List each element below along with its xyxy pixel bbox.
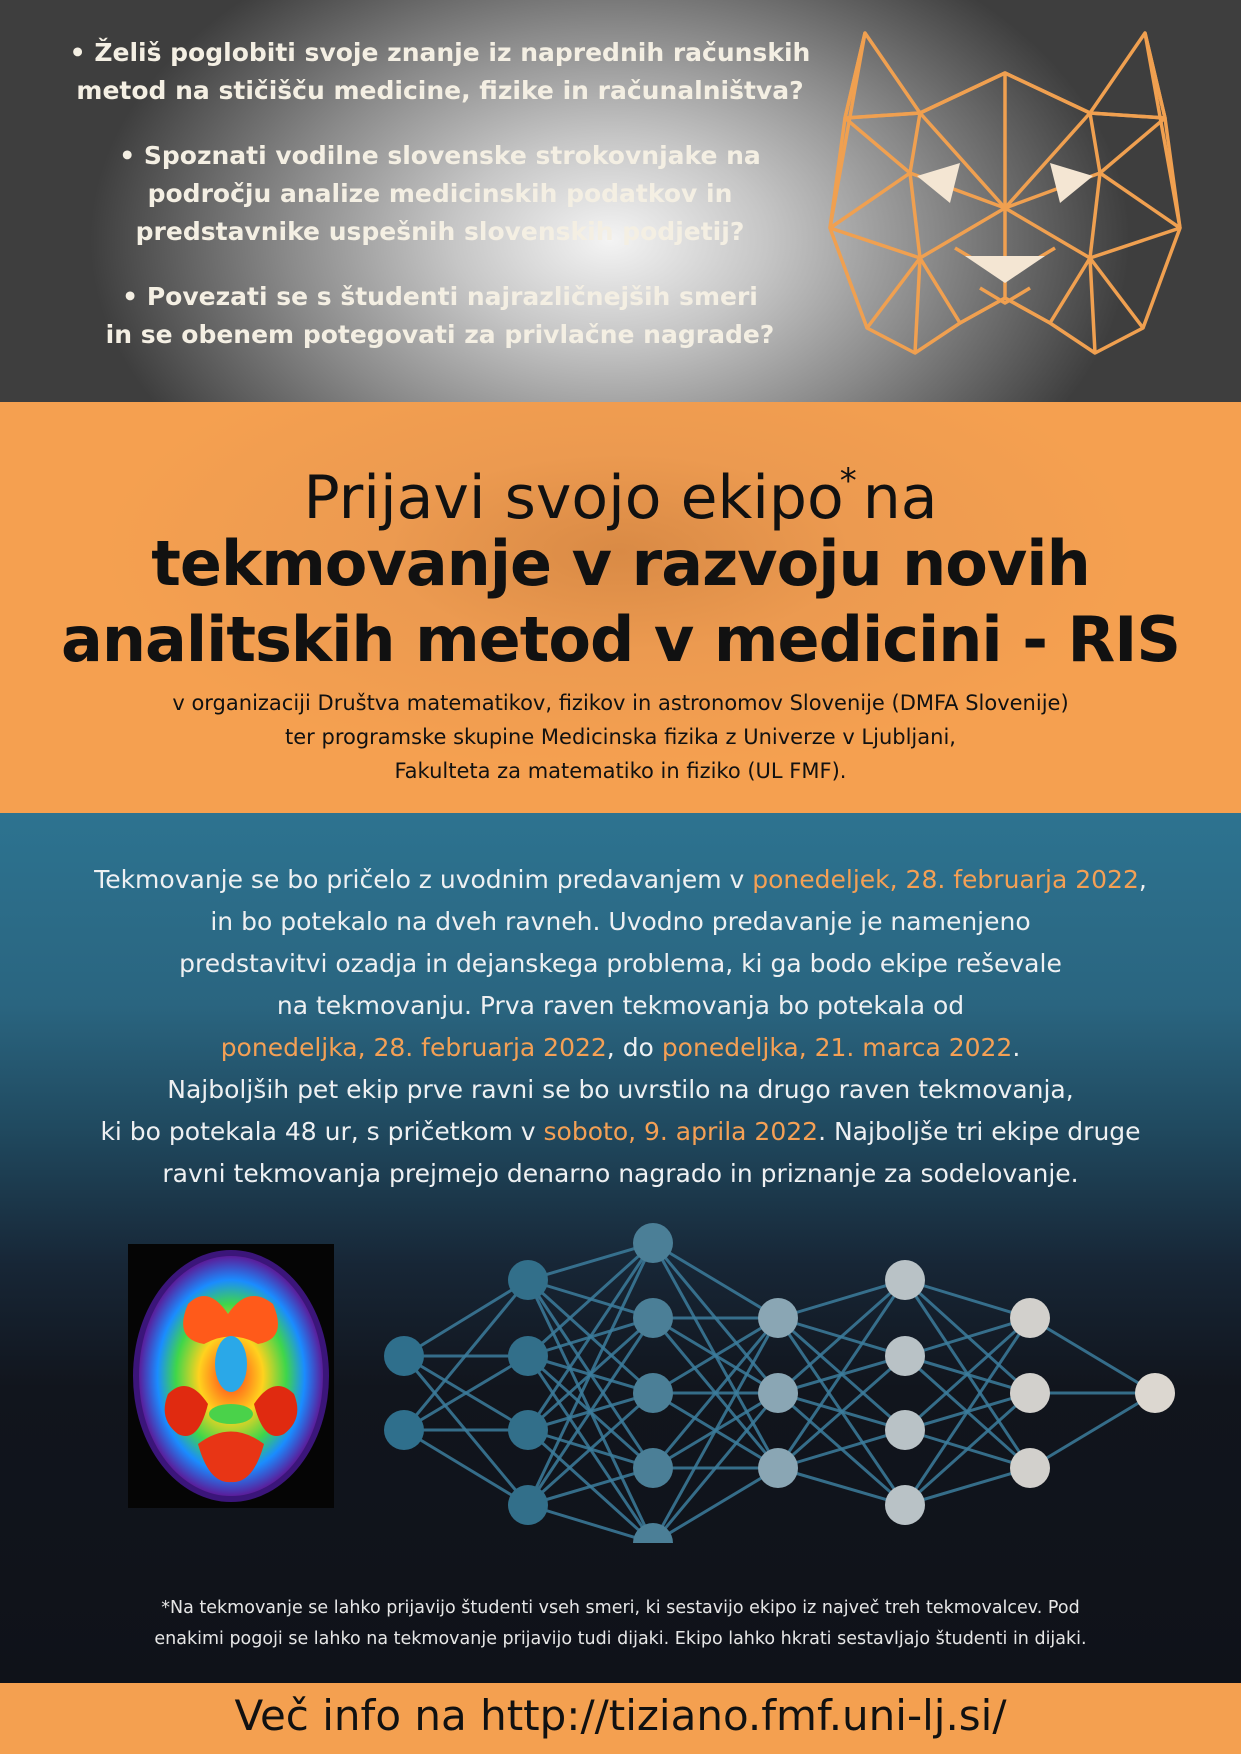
network-node: [885, 1485, 925, 1525]
asterisk: *: [839, 461, 857, 501]
competition-info: Tekmovanje se bo pričelo z uvodnim predavanjem v ponedeljek, 28. februarja 2022, in bo potekalo na dveh ravneh. Uvodno predavanje je namenjeno predstavitvi ozadja in dejanskega problema, ki ga bodo ekipe reševale na tekmovanju. Prva raven tekmovanja bo potekala od ponedeljka, 28. februarja 2022, do ponedeljka, 21. marca 2022. Najboljših pet ekip prve ravni se bo uvrstilo na drugo raven tekmovanja, ki bo potekala 48 ur, s pričetkom v soboto, 9. aprila 2022. Najboljše tri ekipe druge ravni tekmovanja prejmejo denarno nagrado in priznanje za sodelovanje.: [94, 865, 1147, 1188]
network-connection: [404, 1280, 528, 1356]
question-1: • Želiš poglobiti svoje znanje iz naprednih računskih metod na stičišču medicine, fizike in računalništva?: [69, 38, 811, 105]
network-node: [633, 1448, 673, 1488]
network-node: [1010, 1373, 1050, 1413]
headline-light: Prijavi svojo ekipo* na: [303, 461, 938, 533]
network-node: [885, 1336, 925, 1376]
network-connection: [653, 1243, 778, 1318]
question-list: [40, 34, 840, 381]
date-highlight: ponedeljka, 28. februarja 2022: [220, 1033, 607, 1062]
network-connection: [653, 1318, 778, 1543]
info-link[interactable]: Več info na http://tiziano.fmf.uni-lj.si/: [234, 1691, 1007, 1740]
info-section: [0, 813, 1241, 1683]
question-3: • Povezati se s študenti najrazličnejših smeri in se obenem potegovati za privlačne nagrade?: [105, 282, 775, 349]
geometric-cat-head-icon: [825, 28, 1185, 368]
network-node: [633, 1298, 673, 1338]
network-connection: [404, 1430, 528, 1505]
question-2: • Spoznati vodilne slovenske strokovnjake na področju analize medicinskih podatkov in predstavnike uspešnih slovenskih podjetij?: [119, 141, 761, 246]
network-node: [384, 1410, 424, 1450]
footnote: *Na tekmovanje se lahko prijavijo študenti vseh smeri, ki sestavijo ekipo iz največ treh tekmovalcev. Pod enakimi pogoji se lahko na tekmovanje prijavijo tudi dijaki. Ekipo lahko hkrati sestavljajo študenti in dijaki.: [154, 1598, 1087, 1649]
network-node: [633, 1373, 673, 1413]
headline-bold: tekmovanje v razvoju novih analitskih metod v medicini - RIS: [61, 527, 1180, 676]
network-node: [1010, 1298, 1050, 1338]
network-connection: [1030, 1393, 1155, 1468]
neural-network-diagram: [370, 1213, 1190, 1543]
intro-section: [0, 0, 1241, 402]
brain-scan-image: [128, 1244, 334, 1508]
network-node: [508, 1260, 548, 1300]
footer-link-bar[interactable]: [0, 1683, 1241, 1754]
network-node: [1135, 1373, 1175, 1413]
network-node: [633, 1223, 673, 1263]
network-node: [508, 1410, 548, 1450]
date-highlight: ponedeljka, 21. marca 2022: [661, 1033, 1013, 1062]
network-node: [508, 1336, 548, 1376]
network-node: [384, 1336, 424, 1376]
organization-text: v organizaciji Društva matematikov, fizikov in astronomov Slovenije (DMFA Slovenije) ter programske skupine Medicinska fizika z Univerze v Ljubljani, Fakulteta za matematiko in fiziko (UL FMF).: [172, 691, 1069, 783]
headline-section: [0, 402, 1241, 813]
network-node: [758, 1448, 798, 1488]
network-node: [1010, 1448, 1050, 1488]
date-highlight: ponedeljek, 28. februarja 2022: [752, 865, 1139, 894]
network-node: [885, 1260, 925, 1300]
network-node: [758, 1373, 798, 1413]
network-node: [885, 1410, 925, 1450]
date-highlight: soboto, 9. aprila 2022: [543, 1117, 819, 1146]
network-connection: [653, 1468, 778, 1543]
network-node: [508, 1485, 548, 1525]
network-connection: [1030, 1318, 1155, 1393]
network-node: [758, 1298, 798, 1338]
